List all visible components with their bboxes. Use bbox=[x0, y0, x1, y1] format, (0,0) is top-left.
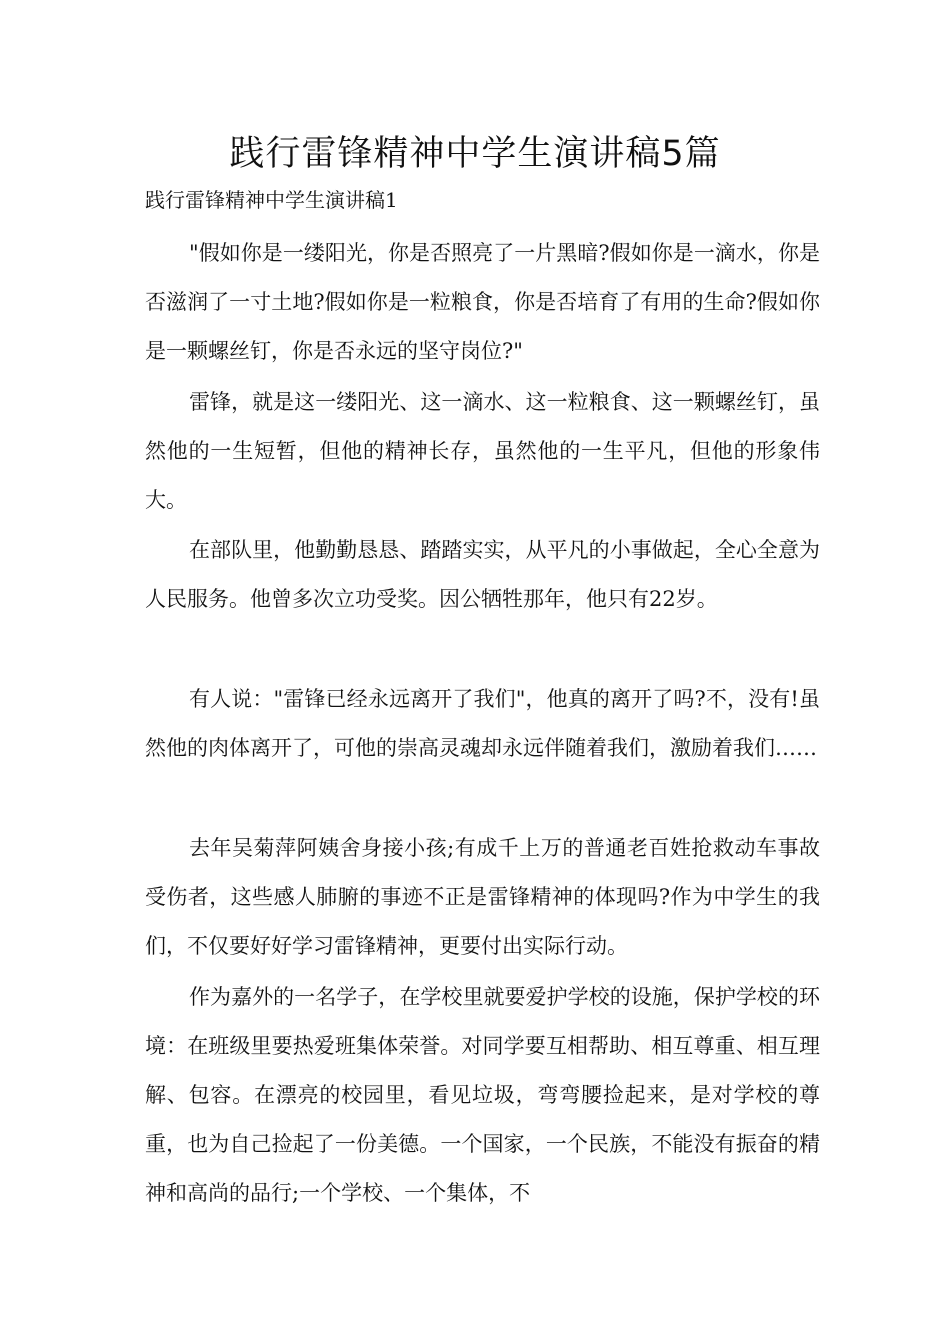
document-title: 践行雷锋精神中学生演讲稿5篇 bbox=[229, 134, 721, 174]
paragraph-2: 雷锋，就是这一缕阳光、这一滴水、这一粒粮食、这一颗螺丝钉，虽然他的一生短暂，但他的精神长存，虽然他的一生平凡，但他的形象伟大。 bbox=[145, 390, 820, 512]
section-subtitle: 践行雷锋精神中学生演讲稿1 bbox=[145, 188, 398, 212]
paragraph-4: 有人说："雷锋已经永远离开了我们"，他真的离开了吗?不，没有!虽然他的肉体离开了，可他的崇高灵魂却永远伴随着我们，激励着我们…… bbox=[145, 687, 820, 760]
paragraph-3: 在部队里，他勤勤恳恳、踏踏实实，从平凡的小事做起，全心全意为人民服务。他曾多次立功受奖。因公牺牲那年，他只有22岁。 bbox=[145, 538, 820, 611]
paragraph-1: "假如你是一缕阳光，你是否照亮了一片黑暗?假如你是一滴水，你是否滋润了一寸土地?假如你是一粒粮食，你是否培育了有用的生命?假如你是一颗螺丝钉，你是否永远的坚守岗位?" bbox=[145, 241, 820, 363]
paragraph-5: 去年吴菊萍阿姨舍身接小孩;有成千上万的普通老百姓抢救动车事故受伤者，这些感人肺腑的事迹不正是雷锋精神的体现吗?作为中学生的我们，不仅要好好学习雷锋精神，更要付出实际行动。 bbox=[145, 836, 820, 958]
paragraph-6: 作为嘉外的一名学子，在学校里就要爱护学校的设施，保护学校的环境：在班级里要热爱班集体荣誉。对同学要互相帮助、相互尊重、相互理解、包容。在漂亮的校园里，看见垃圾，弯弯腰捡起来，是对学校的尊重，也为自己捡起了一份美德。一个国家，一个民族，不能没有振奋的精神和高尚的品行;一个学校、一个集体，不 bbox=[145, 985, 820, 1205]
